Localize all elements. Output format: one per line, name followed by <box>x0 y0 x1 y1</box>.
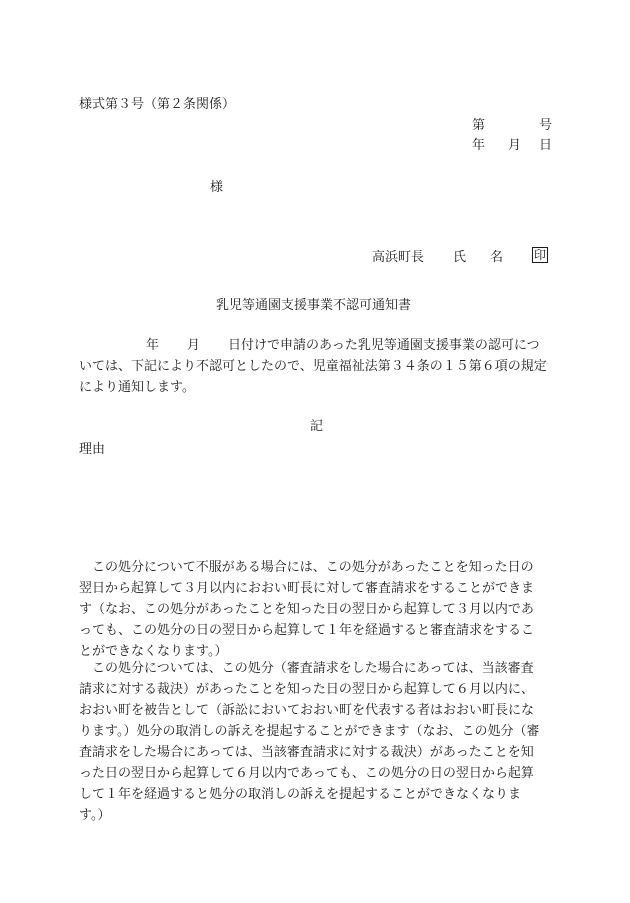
intro-year-label: 年 <box>146 338 160 353</box>
lawsuit-notice-line: 査請求をした場合にあっては、当該審査請求に対する裁決）があったことを知 <box>79 745 534 760</box>
appeal-notice-line: この処分について不服がある場合には、この処分があったことを知った日の <box>79 560 534 575</box>
lawsuit-notice-line: この処分については、この処分（審査請求をした場合にあっては、当該審査 <box>79 661 534 676</box>
document-title: 乳児等通園支援事業不認可通知書 <box>216 298 412 313</box>
intro-line-1-text: 日付けで申請のあった乳児等通園支援事業の認可につ <box>228 338 540 353</box>
appeal-notice-line: っても、この処分の日の翌日から起算して１年を経過すると審査請求をするこ <box>79 623 535 638</box>
lawsuit-notice-paragraph <box>79 658 551 826</box>
lawsuit-notice-line: す。） <box>79 808 111 823</box>
addressee-honorific: 様 <box>210 180 224 195</box>
date-day-label: 日 <box>539 138 553 153</box>
issuer-surname-label: 氏 <box>453 250 467 265</box>
seal-label: 印 <box>533 248 546 262</box>
date-month-label: 月 <box>508 138 522 153</box>
form-number-label: 様式第３号（第２条関係） <box>79 97 236 112</box>
issuer-name-label: 名 <box>490 250 504 265</box>
document-number-suffix: 号 <box>539 118 553 133</box>
intro-paragraph <box>79 335 551 398</box>
lawsuit-notice-line: おおい町を被告として（訴訟においておおい町を代表する者はおおい町長にな <box>79 703 535 718</box>
lawsuit-notice-line: 請求に対する裁決）があったことを知った日の翌日から起算して６月以内に、 <box>79 682 534 697</box>
intro-line-1 <box>79 335 551 356</box>
ki-heading: 記 <box>310 419 324 434</box>
reason-label: 理由 <box>79 442 106 457</box>
intro-month-label: 月 <box>187 338 201 353</box>
seal-stamp-icon <box>532 247 548 263</box>
appeal-notice-line: す（なお、この処分があったことを知った日の翌日から起算して３月以内であ <box>79 602 534 617</box>
issuer-title: 高浜町長 <box>372 250 425 265</box>
lawsuit-notice-line: った日の翌日から起算して６月以内であっても、この処分の日の翌日から起算 <box>79 766 534 781</box>
document-number-prefix: 第 <box>472 118 486 133</box>
appeal-notice-line: とができなくなります。） <box>79 644 228 659</box>
date-year-label: 年 <box>472 138 486 153</box>
intro-line-2: いては、下記により不認可としたので、児童福祉法第３４条の１５第６項の規定 <box>79 359 547 374</box>
lawsuit-notice-line: ります。）処分の取消しの訴えを提起することができます（なお、この処分（審 <box>79 724 540 739</box>
lawsuit-notice-line: して１年を経過すると処分の取消しの訴えを提起することができなくなりま <box>79 787 522 802</box>
intro-line-3: により通知します。 <box>79 380 195 395</box>
appeal-notice-line: 翌日から起算して３月以内におおい町長に対して審査請求をすることができま <box>79 581 535 596</box>
appeal-notice-paragraph <box>79 557 551 662</box>
